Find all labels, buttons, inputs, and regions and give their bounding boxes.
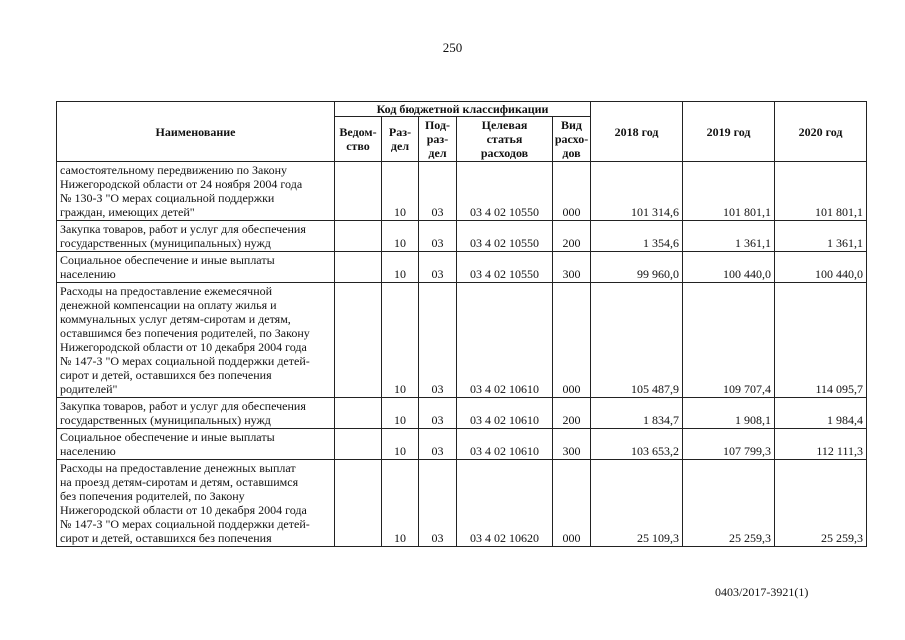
- row-celevaya: 03 4 02 10620: [457, 460, 553, 547]
- row-value-2020: 114 095,7: [775, 283, 867, 398]
- row-celevaya: 03 4 02 10550: [457, 162, 553, 221]
- row-value-2019: 1 908,1: [683, 398, 775, 429]
- row-razdel: 10: [382, 252, 419, 283]
- row-name: Расходы на предоставление ежемесячной денежной компенсации на оплату жилья и коммунальных услуг детям-сиротам и детям, оставшимся без попечения родителей, по Закону Нижегородской области от 10 декабря 2004 года № 147-З "О мерах социальной поддержки детей- сирот и детей, оставшихся без попечения родителей": [57, 283, 335, 398]
- row-celevaya: 03 4 02 10610: [457, 283, 553, 398]
- row-value-2020: 1 984,4: [775, 398, 867, 429]
- row-celevaya: 03 4 02 10550: [457, 221, 553, 252]
- row-celevaya: 03 4 02 10550: [457, 252, 553, 283]
- budget-table: [56, 101, 867, 547]
- row-razdel: 10: [382, 162, 419, 221]
- row-value-2018: 25 109,3: [591, 460, 683, 547]
- table-row: [57, 283, 867, 398]
- row-podrazdel: 03: [419, 398, 457, 429]
- row-celevaya: 03 4 02 10610: [457, 429, 553, 460]
- row-value-2018: 1 834,7: [591, 398, 683, 429]
- document-code: 0403/2017-3921(1): [715, 585, 809, 599]
- row-podrazdel: 03: [419, 252, 457, 283]
- row-podrazdel: 03: [419, 221, 457, 252]
- header-name: Наименование: [57, 102, 335, 162]
- row-value-2019: 1 361,1: [683, 221, 775, 252]
- header-razdel: Раз- дел: [382, 117, 419, 162]
- row-vedom: [335, 283, 382, 398]
- row-value-2019: 101 801,1: [683, 162, 775, 221]
- header-podrazdel: Под- раз- дел: [419, 117, 457, 162]
- header-2019: 2019 год: [683, 102, 775, 162]
- row-vedom: [335, 429, 382, 460]
- row-razdel: 10: [382, 221, 419, 252]
- row-name: Закупка товаров, работ и услуг для обеспечения государственных (муниципальных) нужд: [57, 398, 335, 429]
- row-value-2020: 100 440,0: [775, 252, 867, 283]
- row-name: самостоятельному передвижению по Закону Нижегородской области от 24 ноября 2004 года № 130-З "О мерах социальной поддержки граждан, имеющих детей": [57, 162, 335, 221]
- header-budget-code-group: Код бюджетной классификации: [335, 102, 591, 117]
- row-razdel: 10: [382, 460, 419, 547]
- row-celevaya: 03 4 02 10610: [457, 398, 553, 429]
- header-2020: 2020 год: [775, 102, 867, 162]
- row-vedom: [335, 221, 382, 252]
- row-podrazdel: 03: [419, 460, 457, 547]
- row-value-2018: 99 960,0: [591, 252, 683, 283]
- row-value-2019: 107 799,3: [683, 429, 775, 460]
- row-vedom: [335, 162, 382, 221]
- header-celevaya: Целевая статья расходов: [457, 117, 553, 162]
- header-vedom: Ведом- ство: [335, 117, 382, 162]
- row-razdel: 10: [382, 283, 419, 398]
- page-number: 250: [442, 40, 463, 55]
- row-vid: 000: [553, 460, 591, 547]
- row-vedom: [335, 398, 382, 429]
- header-vid: Вид расхо- дов: [553, 117, 591, 162]
- table-row: [57, 460, 867, 547]
- row-razdel: 10: [382, 429, 419, 460]
- row-vedom: [335, 460, 382, 547]
- row-value-2019: 109 707,4: [683, 283, 775, 398]
- row-value-2018: 1 354,6: [591, 221, 683, 252]
- row-name: Закупка товаров, работ и услуг для обеспечения государственных (муниципальных) нужд: [57, 221, 335, 252]
- row-name: Социальное обеспечение и иные выплаты населению: [57, 429, 335, 460]
- row-vid: 000: [553, 162, 591, 221]
- row-value-2020: 112 111,3: [775, 429, 867, 460]
- row-name: Социальное обеспечение и иные выплаты населению: [57, 252, 335, 283]
- row-name: Расходы на предоставление денежных выплат на проезд детям-сиротам и детям, оставшимся без попечения родителей, по Закону Нижегородской области от 10 декабря 2004 года № 147-З "О мерах социальной поддержки детей- сирот и детей, оставшихся без попечения: [57, 460, 335, 547]
- row-vid: 200: [553, 398, 591, 429]
- row-value-2019: 25 259,3: [683, 460, 775, 547]
- header-row-group: [57, 102, 867, 117]
- table-row: [57, 398, 867, 429]
- row-vedom: [335, 252, 382, 283]
- table-row: [57, 429, 867, 460]
- row-value-2020: 1 361,1: [775, 221, 867, 252]
- row-podrazdel: 03: [419, 283, 457, 398]
- row-podrazdel: 03: [419, 162, 457, 221]
- row-razdel: 10: [382, 398, 419, 429]
- row-value-2018: 101 314,6: [591, 162, 683, 221]
- row-podrazdel: 03: [419, 429, 457, 460]
- row-vid: 000: [553, 283, 591, 398]
- row-vid: 300: [553, 429, 591, 460]
- table-row: [57, 252, 867, 283]
- row-value-2019: 100 440,0: [683, 252, 775, 283]
- row-vid: 200: [553, 221, 591, 252]
- row-vid: 300: [553, 252, 591, 283]
- table-row: [57, 221, 867, 252]
- table-body: [57, 162, 867, 547]
- row-value-2018: 105 487,9: [591, 283, 683, 398]
- header-2018: 2018 год: [591, 102, 683, 162]
- row-value-2020: 101 801,1: [775, 162, 867, 221]
- row-value-2020: 25 259,3: [775, 460, 867, 547]
- row-value-2018: 103 653,2: [591, 429, 683, 460]
- table-row: [57, 162, 867, 221]
